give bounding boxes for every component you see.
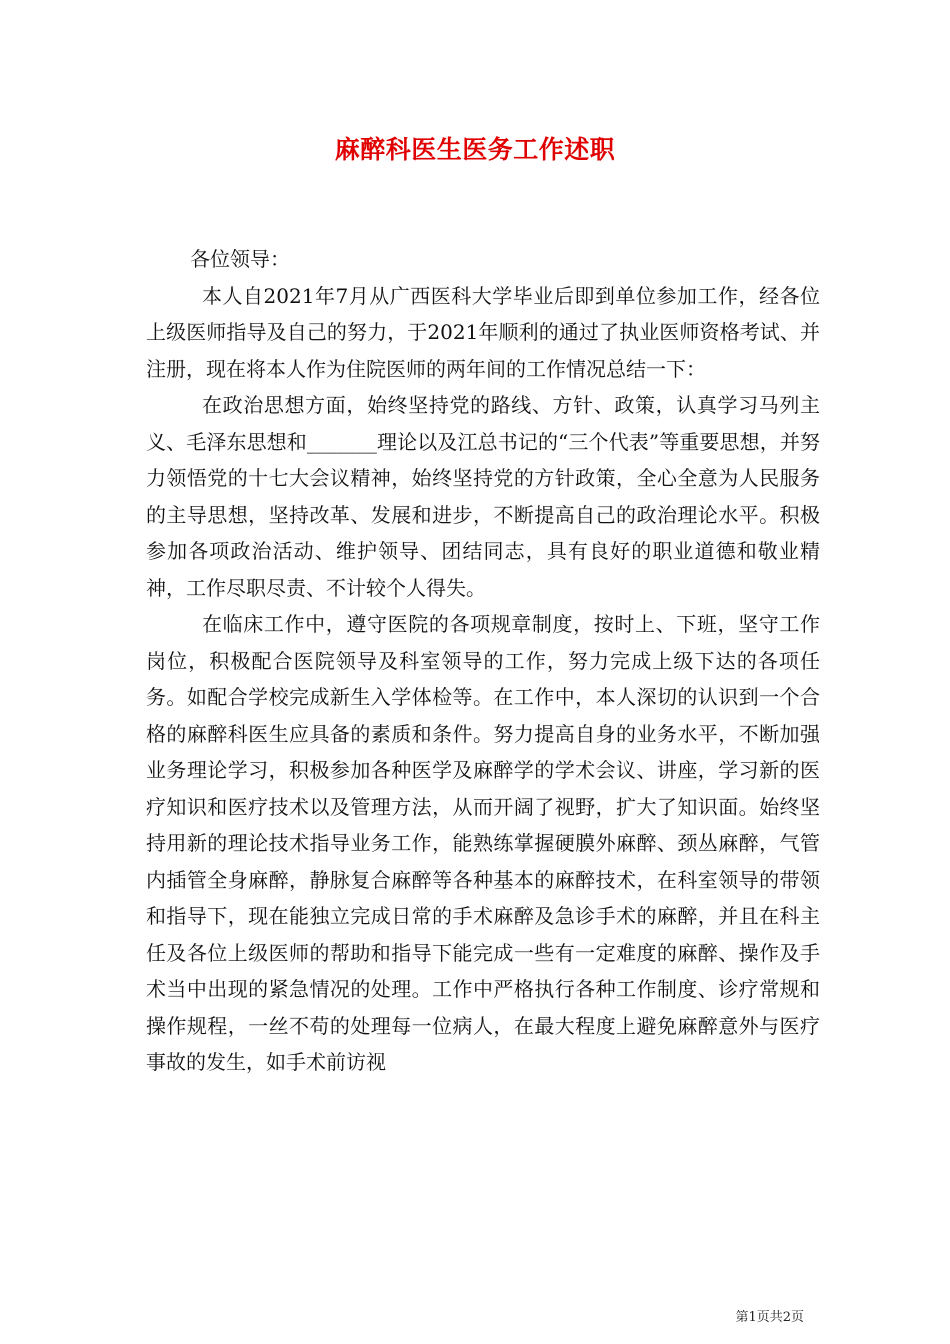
paragraph-clinical: 在临床工作中，遵守医院的各项规章制度，按时上、下班，坚守工作岗位，积极配合医院领导及科室领导的工作，努力完成上级下达的各项任务。如配合学校完成新生入学体检等。在工作中，本人深切的认识到一个合格的麻醉科医生应具备的素质和条件。努力提高自身的业务水平，不断加强业务理论学习，积极参加各种医学及麻醉学的学术会议、讲座，学习新的医疗知识和医疗技术以及管理方法，从而开阔了视野，扩大了知识面。始终坚持用新的理论技术指导业务工作，能熟练掌握硬膜外麻醉、颈丛麻醉，气管内插管全身麻醉，静脉复合麻醉等各种基本的麻醉技术，在科室领导的带领和指导下，现在能独立完成日常的手术麻醉及急诊手术的麻醉，并且在科主任及各位上级医师的帮助和指导下能完成一些有一定难度的麻醉、操作及手术当中出现的紧急情况的处理。工作中严格执行各种工作制度、诊疗常规和操作规程，一丝不苟的处理每一位病人，在最大程度上避免麻醉意外与医疗事故的发生，如手术前访视	[146, 612, 820, 1074]
salutation: 各位领导：	[190, 247, 290, 271]
document-title: 麻醉科医生医务工作述职	[334, 135, 616, 164]
paragraph-political: 在政治思想方面，始终坚持党的路线、方针、政策，认真学习马列主义、毛泽东思想和_______理论以及江总书记的“三个代表”等重要思想，并努力领悟党的十七大会议精神，始终坚持党的方针政策，全心全意为人民服务的主导思想，坚持改革、发展和进步，不断提高自己的政治理论水平。积极参加各项政治活动、维护领导、团结同志，具有良好的职业道德和敬业精神，工作尽职尽责、不计较个人得失。	[146, 393, 820, 600]
document-body	[146, 241, 820, 1081]
paragraph-intro: 本人自2021年7月从广西医科大学毕业后即到单位参加工作，经各位上级医师指导及自己的努力，于2021年顺利的通过了执业医师资格考试、并注册，现在将本人作为住院医师的两年间的工作情况总结一下：	[146, 283, 820, 381]
page-number: 第1页共2页	[735, 1310, 804, 1325]
